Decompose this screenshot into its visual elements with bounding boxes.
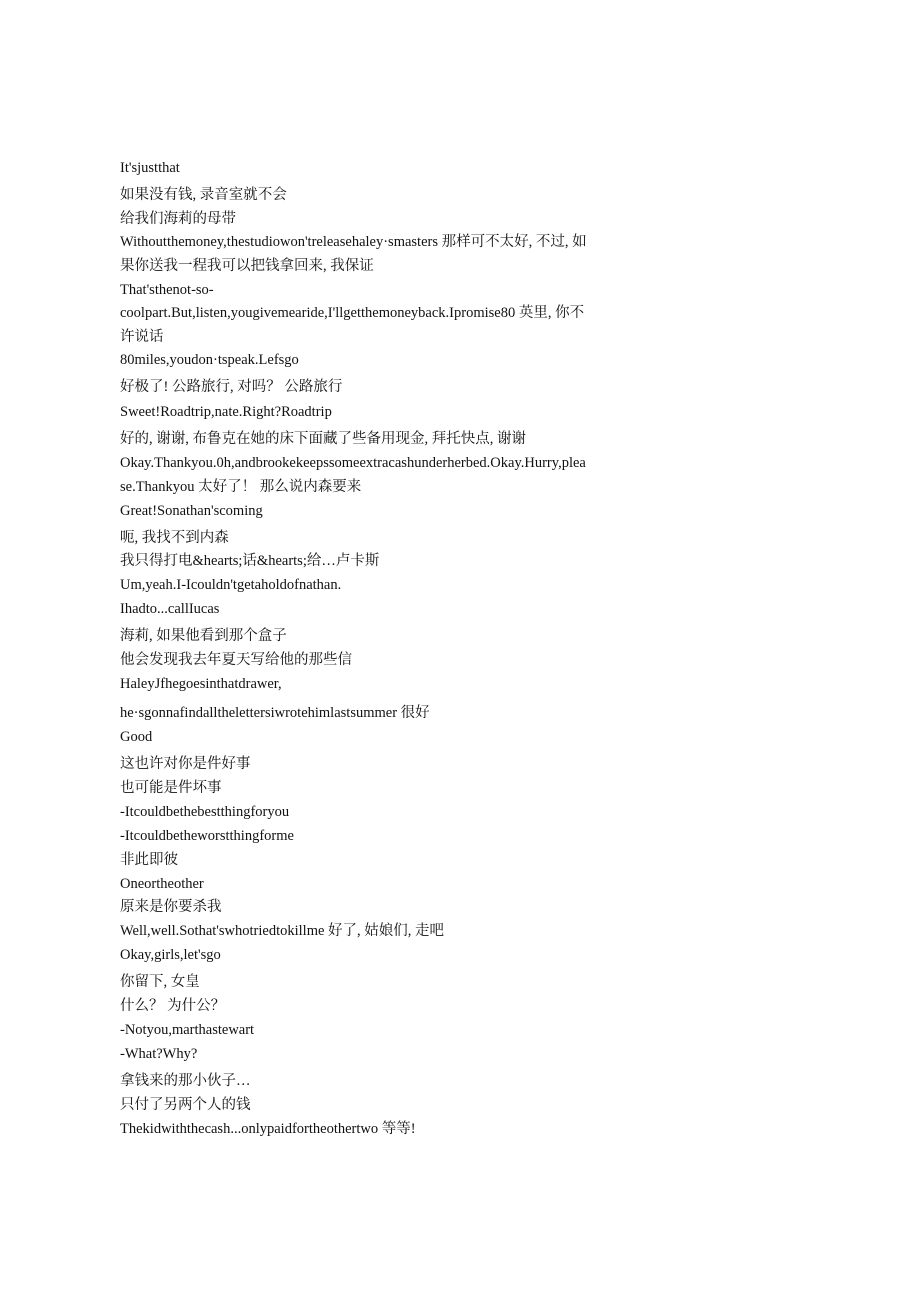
text-line: -Itcouldbetheworstthingforme [120,828,294,844]
text-line: 什么？ 为什公？ [120,998,226,1014]
text-line: -Itcouldbethebestthingforyou [120,804,290,820]
text-line: 80miles,youdon·tspeak.Lefsgo [120,352,299,368]
text-line: Well,well.Sothat'swhotriedtokillme 好了, 姑娘们, 走吧 [120,923,445,939]
text-line: 非此即彼 [120,852,178,868]
text-line: Um,yeah.I-Icouldn'tgetaholdofnathan. [120,577,342,593]
text-line: Oneortheother [120,876,204,892]
text-line: 给我们海莉的母带 [120,211,236,227]
text-line: 如果没有钱, 录音室就不会 [120,187,287,203]
text-line: coolpart.But,listen,yougivemearide,I'llgetthemoneyback.Ipromise80 英里, 你不 [120,305,585,321]
text-line: Ihadto...callIucas [120,601,220,617]
text-line: It'sjustthat [120,160,180,176]
text-line: 拿钱来的那小伙子… [120,1073,251,1089]
text-line: 也可能是件坏事 [120,780,222,796]
text-line: Okay.Thankyou.0h,andbrookekeepssomeextracashunderherbed.Okay.Hurry,plea [120,455,586,471]
text-line: 好的, 谢谢, 布鲁克在她的床下面藏了些备用现金, 拜托快点, 谢谢 [120,431,526,447]
text-line: 我只得打电&hearts;话&hearts;给…卢卡斯 [120,553,380,569]
text-line: 他会发现我去年夏天写给他的那些信 [120,652,352,668]
text-line: Thekidwiththecash...onlypaidfortheothertwo 等等! [120,1121,416,1137]
text-line: Good [120,729,153,745]
text-line: 许说话 [120,329,164,345]
text-line: 海莉, 如果他看到那个盒子 [120,628,287,644]
text-line: -Notyou,marthastewart [120,1022,255,1038]
text-line: 你留下, 女皇 [120,974,200,990]
text-line: HaleyJfhegoesinthatdrawer, [120,676,282,692]
text-line: That'sthenot-so- [120,282,214,298]
text-line: Withoutthemoney,thestudiowon'treleasehaley·smasters 那样可不太好, 不过, 如 [120,234,587,250]
text-line: 呃, 我找不到内森 [120,530,229,546]
text-line: -What?Why? [120,1046,198,1062]
text-line: se.Thankyou 太好了！ 那么说内森要来 [120,479,362,495]
text-line: 这也许对你是件好事 [120,756,251,772]
text-line: Great!Sonathan'scoming [120,503,263,519]
text-line: Sweet!Roadtrip,nate.Right?Roadtrip [120,404,332,420]
text-line: he·sgonnafindallthelettersiwrotehimlastsummer 很好 [120,705,430,721]
text-line: 果你送我一程我可以把钱拿回来, 我保证 [120,258,374,274]
text-line: Okay,girls,let'sgo [120,947,221,963]
text-line: 好极了! 公路旅行, 对吗？ 公路旅行 [120,379,343,395]
text-line: 只付了另两个人的钱 [120,1097,251,1113]
text-line: 原来是你要杀我 [120,899,222,915]
